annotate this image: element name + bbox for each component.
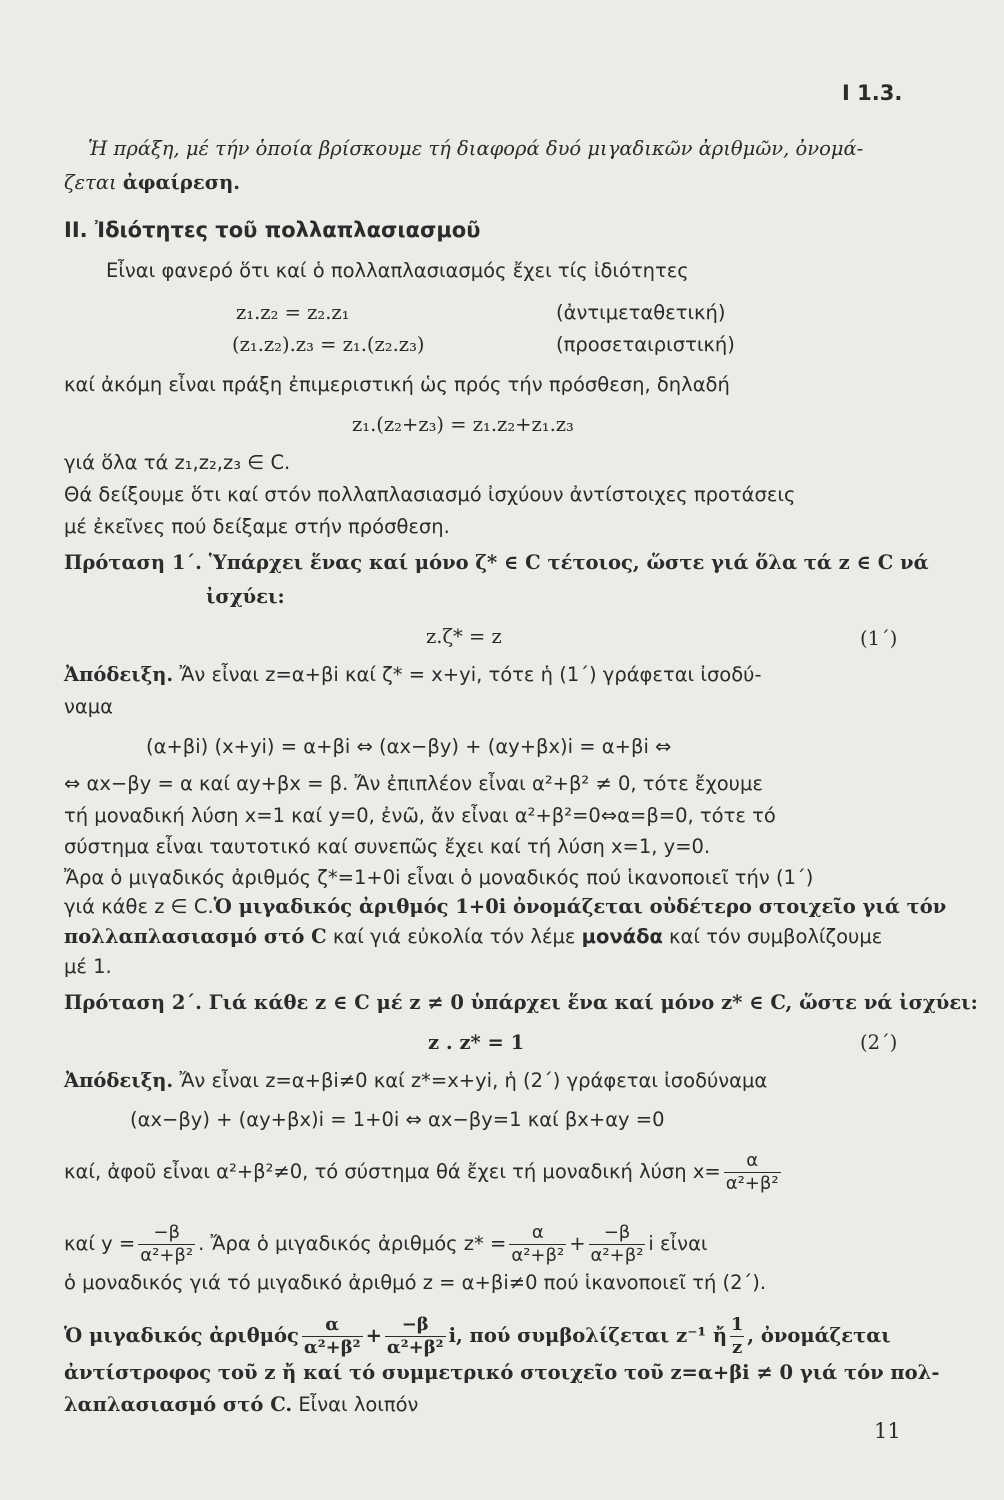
fraction-y-num: −β (153, 1222, 180, 1243)
inverse-in-c: λαπλασιασμό στό C. (64, 1393, 293, 1416)
fraction-z-real (509, 1222, 566, 1267)
fraction-inverse-real (302, 1314, 363, 1359)
proposition-1-text: Ὑπάρχει ἕνας καί μόνο ζ* ∈ C τέτοιος, ὥστε γιά ὅλα τά z ∈ C νά (208, 551, 929, 574)
forall-line: γιά ὅλα τά z₁,z₂,z₃ ∈ C. (64, 451, 291, 474)
fraction-inverse-imag (385, 1314, 446, 1359)
proposition-2-equation: z . z* = 1 (428, 1031, 525, 1054)
commutative-equation: z₁.z₂ = z₂.z₁ (236, 301, 350, 324)
fraction-inverse-real-den: α²+β² (303, 1337, 361, 1358)
proof-2-y-label: καί y = (64, 1232, 136, 1255)
proof-2-text: Ἄν εἶναι z=α+βi≠0 καί z*=x+yi, ἡ (2΄) γράφεται ἰσοδύναμα (179, 1069, 768, 1092)
proof-1-line8 (64, 924, 882, 950)
fraction-x-den: α²+β² (725, 1173, 779, 1194)
show-line2: μέ ἐκεῖνες πού δείξαμε στήν πρόσθεση. (64, 515, 450, 538)
plus-sign: + (569, 1232, 586, 1255)
fraction-one-over-z (730, 1314, 744, 1359)
proposition-2 (64, 990, 978, 1016)
fraction-z-imag-num: −β (603, 1222, 631, 1243)
fraction-inverse-real-num: α (325, 1314, 340, 1335)
subtraction-def-line1: Ἡ πράξη, μέ τήν ὁποία βρίσκουμε τή διαφορά δυό μιγαδικῶν ἀριθμῶν, ὀνομά- (88, 137, 864, 160)
fraction-y-den: α²+β² (140, 1245, 194, 1266)
subtraction-def-text: ζεται (64, 171, 123, 194)
commutative-label: (ἀντιμεταθετική) (556, 301, 726, 324)
proof-2-line2-text: καί, ἀφοῦ εἶναι α²+β²≠0, τό σύστημα θά ἔχει τή μοναδική λύση x= (64, 1160, 721, 1183)
distributive-text: καί ἀκόμη εἶναι πράξη ἐπιμεριστική ὡς πρός τήν πρόσθεση, δηλαδή (64, 373, 730, 396)
proof-1-line9: μέ 1. (64, 955, 112, 978)
proof-2-line1 (64, 1068, 767, 1094)
proof-1-line8-end: καί τόν συμβολίζουμε (662, 925, 883, 948)
proof-2-label: Ἀπόδειξη. (64, 1069, 174, 1092)
equation-tag-1: (1΄) (860, 627, 898, 650)
multiplication-in-c: πολλαπλασιασμό στό C (64, 925, 327, 948)
fraction-x-num: α (746, 1150, 759, 1171)
distributive-equation: z₁.(z₂+z₃) = z₁.z₂+z₁.z₃ (352, 413, 574, 436)
fraction-x (724, 1150, 781, 1195)
proof-1-line2: ναμα (64, 695, 114, 718)
proposition-1-label: Πρόταση 1΄. (64, 551, 202, 574)
proof-1-line3: ⇔ αx−βy = α καί αy+βx = β. Ἄν ἐπιπλέον εἶναι α²+β² ≠ 0, τότε ἔχουμε (64, 772, 763, 795)
proposition-2-label: Πρόταση 2΄. (64, 991, 202, 1014)
proposition-2-text: Γιά κάθε z ∈ C μέ z ≠ 0 ὑπάρχει ἕνα καί μόνο z* ∈ C, ὥστε νά ἰσχύει: (208, 991, 978, 1014)
proof-2-line4: ὁ μοναδικός γιά τό μιγαδικό ἀριθμό z = α+βi≠0 πού ἱκανοποιεῖ τή (2΄). (64, 1271, 767, 1294)
unit-term: μονάδα (581, 925, 663, 948)
page-number: 11 (874, 1419, 901, 1443)
section-number: I 1.3. (842, 81, 903, 105)
proposition-1-equation: z.ζ* = z (426, 625, 502, 648)
proof-1-line7-text: γιά κάθε z ∈ C. (64, 895, 214, 918)
proof-1-label: Ἀπόδειξη. (64, 663, 174, 686)
proof-1-line5: σύστημα εἶναι ταυτοτικό καί συνεπῶς ἔχει καί τή λύση x=1, y=0. (64, 835, 711, 858)
proof-1-line4: τή μοναδική λύση x=1 καί y=0, ἐνῶ, ἄν εἶναι α²+β²=0⇔α=β=0, τότε τό (64, 804, 776, 827)
fraction-z-imag (589, 1222, 646, 1267)
inverse-definition-text: Ὁ μιγαδικός ἀριθμός (64, 1324, 299, 1347)
proposition-1-text-cont: ἰσχύει: (206, 585, 285, 608)
proof-1-line7 (64, 894, 946, 920)
fraction-one-over-z-den: z (732, 1337, 743, 1358)
proof-2-equation: (αx−βy) + (αy+βx)i = 1+0i ⇔ αx−βy=1 καί βx+αy =0 (130, 1108, 665, 1131)
fraction-z-real-num: α (531, 1222, 544, 1243)
inverse-plus: + (365, 1324, 382, 1347)
properties-intro: Εἶναι φανερό ὅτι καί ὁ πολλαπλασιασμός ἔχει τίς ἰδιότητες (106, 259, 689, 282)
proof-1-text: Ἄν εἶναι z=α+βi καί ζ* = x+yi, τότε ἡ (1΄) γράφεται ἰσοδύ- (179, 663, 762, 686)
proof-2-line3 (64, 1222, 708, 1267)
proof-1-line6: Ἄρα ὁ μιγαδικός ἀριθμός ζ*=1+0i εἶναι ὁ μοναδικός πού ἱκανοποιεῖ τήν (1΄) (64, 866, 814, 889)
proof-1-equation: (α+βi) (x+yi) = α+βi ⇔ (αx−βy) + (αy+βx)i = α+βi ⇔ (146, 735, 672, 758)
show-line1: Θά δείξουμε ὅτι καί στόν πολλαπλασιασμό ἰσχύουν ἀντίστοιχες προτάσεις (64, 483, 796, 506)
associative-label: (προσεταιριστική) (556, 333, 735, 356)
equation-tag-2: (2΄) (860, 1031, 898, 1054)
subtraction-term: ἀφαίρεση. (122, 171, 241, 194)
subtraction-def-line2 (64, 170, 240, 196)
proof-2-line7 (64, 1392, 418, 1418)
inverse-symbol-text: i, πού συμβολίζεται z⁻¹ ἤ (448, 1324, 728, 1347)
fraction-y (138, 1222, 195, 1267)
fraction-z-imag-den: α²+β² (590, 1245, 644, 1266)
section-heading: II. Ἰδιότητες τοῦ πολλαπλασιασμοῦ (64, 218, 481, 242)
neutral-element-definition: Ὁ μιγαδικός ἀριθμός 1+0i ὀνομάζεται οὐδέτερο στοιχεῖο γιά τόν (213, 895, 947, 918)
fraction-z-real-den: α²+β² (511, 1245, 565, 1266)
inverse-definition (64, 1314, 891, 1359)
proof-1-line8-text: καί γιά εὐκολία τόν λέμε (326, 925, 582, 948)
fraction-inverse-imag-den: α²+β² (386, 1337, 444, 1358)
fraction-one-over-z-num: 1 (730, 1314, 744, 1335)
proposition-1 (64, 550, 929, 576)
proof-2-line3-end: i εἶναι (648, 1232, 708, 1255)
proof-2-line2 (64, 1150, 784, 1195)
associative-equation: (z₁.z₂).z₃ = z₁.(z₂.z₃) (232, 333, 425, 356)
inverse-definition-end: , ὀνομάζεται (747, 1324, 891, 1347)
proof-2-line3-text: . Ἄρα ὁ μιγαδικός ἀριθμός z* = (198, 1232, 507, 1255)
proof-1-line1 (64, 662, 762, 688)
fraction-inverse-imag-num: −β (401, 1314, 429, 1335)
proof-2-line6: ἀντίστροφος τοῦ z ἤ καί τό συμμετρικό στοιχεῖο τοῦ z=α+βi ≠ 0 γιά τόν πολ- (64, 1361, 940, 1384)
proof-2-line7-end: Εἶναι λοιπόν (292, 1393, 419, 1416)
